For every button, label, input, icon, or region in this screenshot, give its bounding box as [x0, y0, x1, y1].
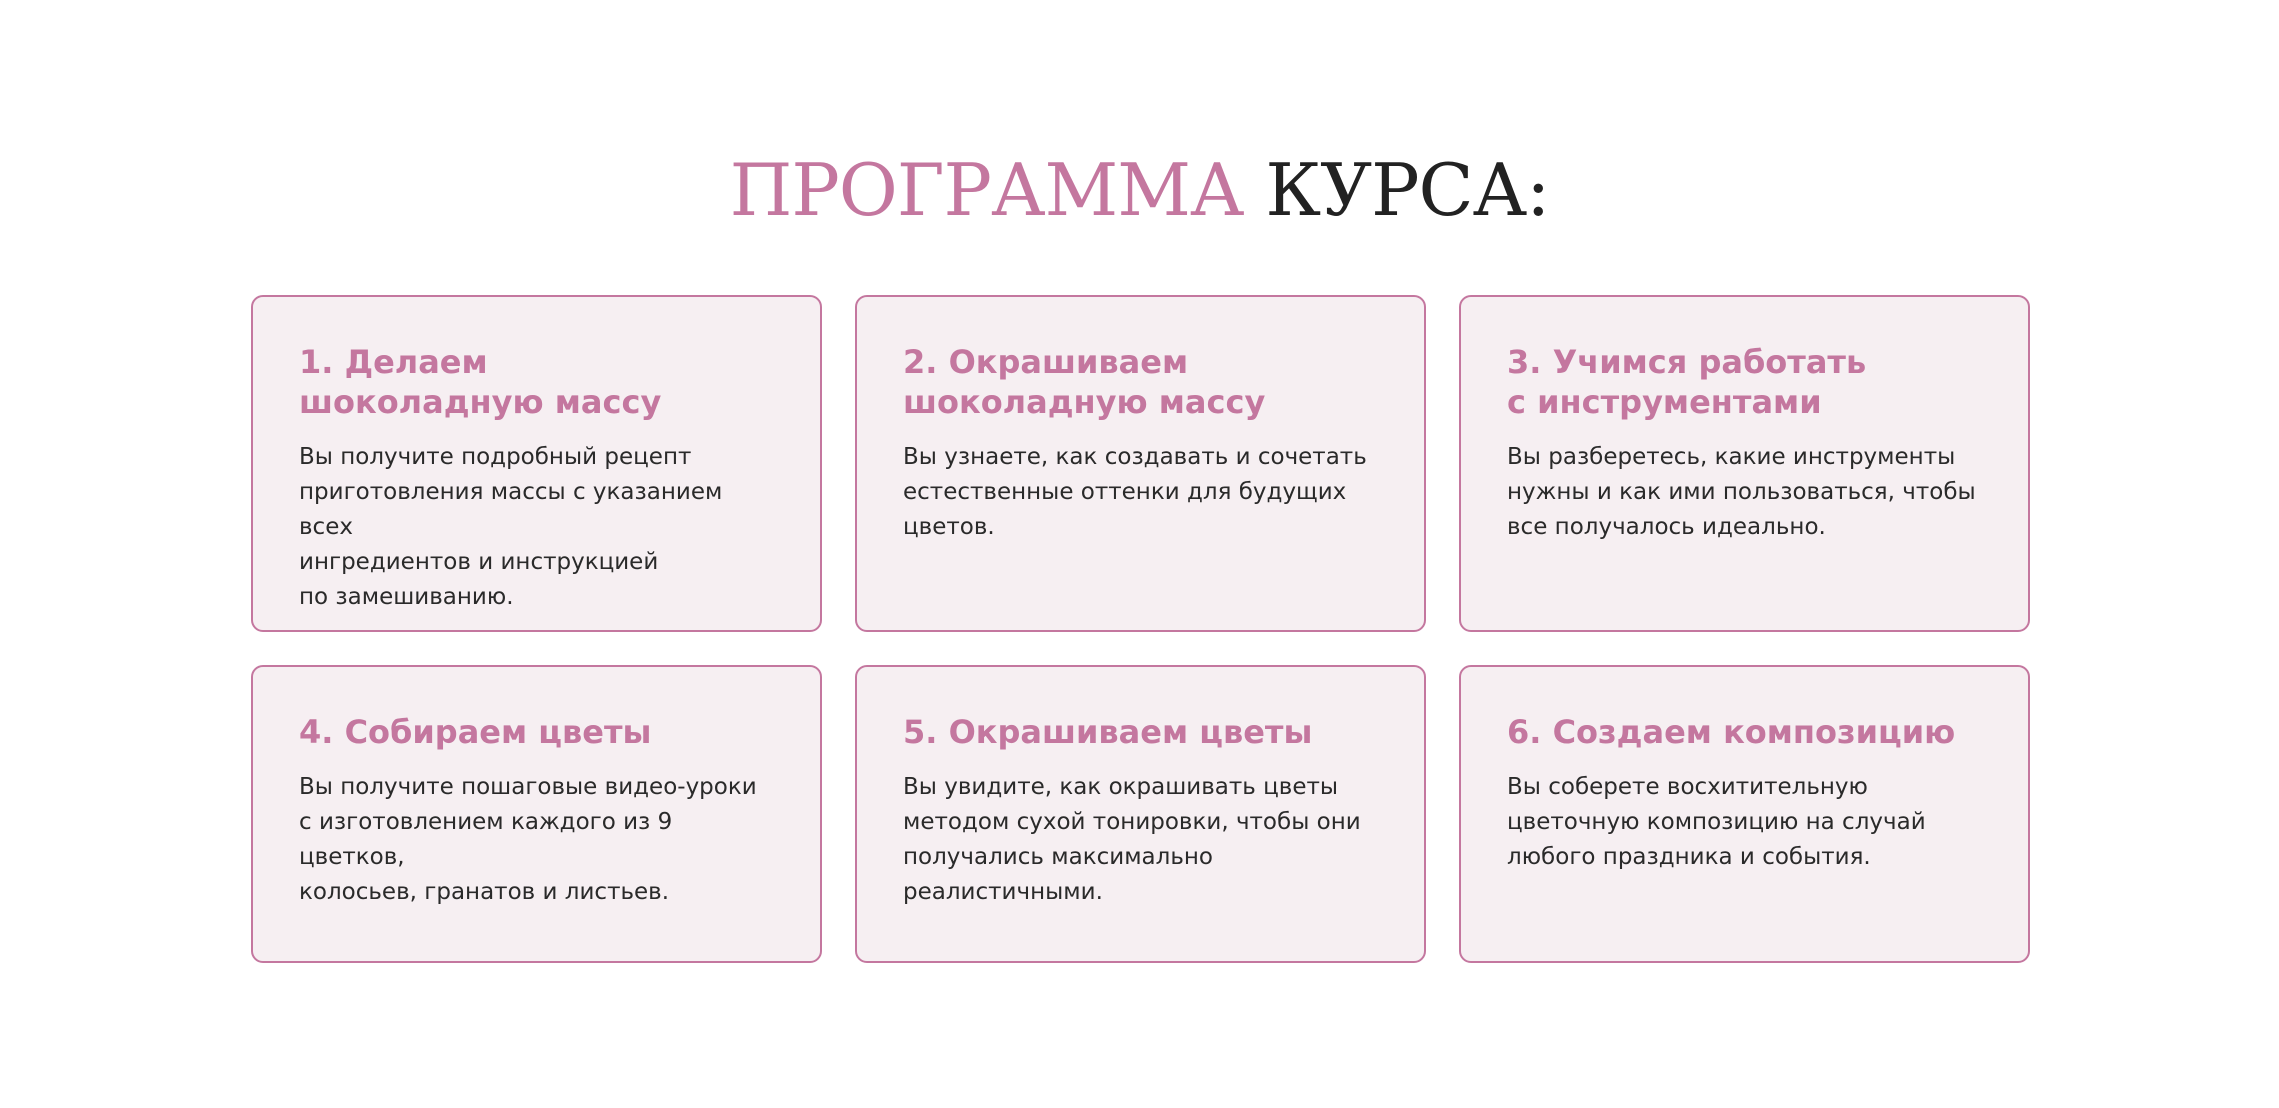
- page-title-accent: ПРОГРАММА: [729, 148, 1244, 232]
- module-description: Вы соберете восхитительную цветочную композицию на случай любого праздника и события.: [1507, 774, 1926, 870]
- module-title: 3. Учимся работать с инструментами: [1507, 343, 1867, 421]
- module-description: Вы увидите, как окрашивать цветы методом сухой тонировки, чтобы они получались максимально реалистичными.: [903, 774, 1361, 905]
- module-description: Вы получите пошаговые видео-уроки с изготовлением каждого из 9 цветков, колосьев, гранатов и листьев.: [299, 774, 757, 905]
- module-title: 4. Собираем цветы: [299, 713, 652, 751]
- course-module-card-6: [1459, 665, 2030, 963]
- course-module-card-2: [855, 295, 1426, 632]
- module-title: 1. Делаем шоколадную массу: [299, 343, 662, 421]
- course-module-card-3: [1459, 295, 2030, 632]
- module-description: Вы узнаете, как создавать и сочетать естественные оттенки для будущих цветов.: [903, 444, 1367, 540]
- page-title: [0, 140, 2279, 240]
- module-title: 5. Окрашиваем цветы: [903, 713, 1313, 751]
- page-title-rest: КУРСА:: [1265, 148, 1550, 232]
- module-description: Вы разберетесь, какие инструменты нужны и как ими пользоваться, чтобы все получалось идеально.: [1507, 444, 1976, 540]
- module-description: Вы получите подробный рецепт приготовления массы с указанием всех ингредиентов и инструкцией по замешиванию.: [299, 444, 723, 610]
- course-module-card-4: [251, 665, 822, 963]
- course-module-card-1: [251, 295, 822, 632]
- module-title: 6. Создаем композицию: [1507, 713, 1956, 751]
- course-module-card-5: [855, 665, 1426, 963]
- module-title: 2. Окрашиваем шоколадную массу: [903, 343, 1266, 421]
